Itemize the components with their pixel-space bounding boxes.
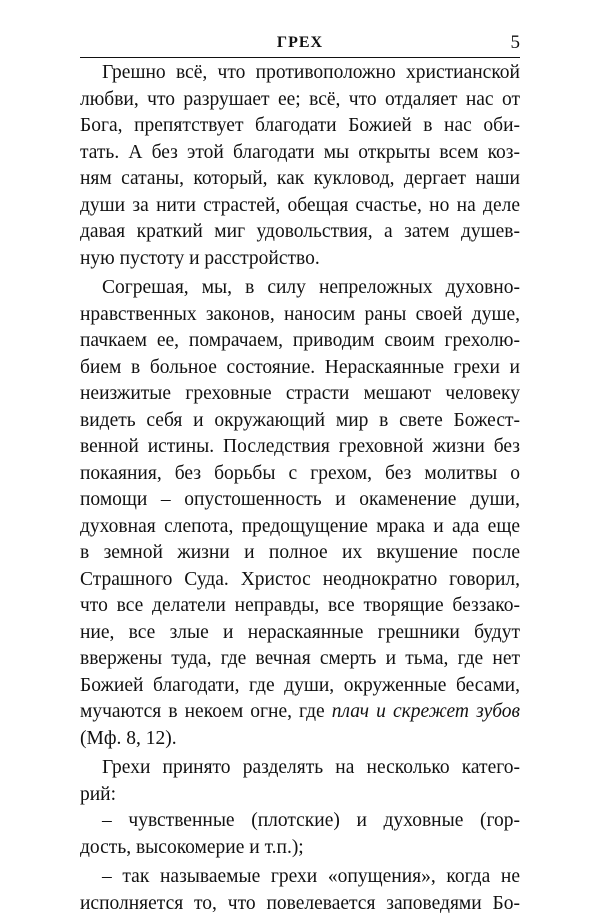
text-line: нравственных законов, наносим раны своей душе, — [80, 302, 520, 329]
text-line: Грешно всё, что противоположно христианской — [80, 60, 520, 87]
text-line: ням сатаны, который, как кукловод, дергает наши — [80, 166, 520, 193]
text-line: рий: — [80, 782, 520, 809]
text-line: (Мф. 8, 12). — [80, 726, 520, 753]
page-header — [80, 32, 520, 62]
text-line: – чувственные (плотские) и духовные (гор- — [80, 808, 520, 835]
paragraph-1 — [80, 60, 520, 272]
paragraph-3 — [80, 755, 520, 808]
text-line: пачкаем ее, помрачаем, приводим своим грехолю- — [80, 328, 520, 355]
text-line: – так называемые грехи «опущения», когда не — [80, 864, 520, 891]
text-line: покаяния, без борьбы с грехом, без молитвы о — [80, 461, 520, 488]
text-line — [80, 699, 520, 726]
text-line: Страшного Суда. Христос неоднократно говорил, — [80, 567, 520, 594]
text-line: любви, что разрушает ее; всё, что отдаляет нас от — [80, 87, 520, 114]
page-number: 5 — [511, 32, 521, 54]
paragraph-2 — [80, 275, 520, 752]
text-span: мучаются в некоем огне, где — [80, 701, 332, 722]
text-line: Бога, препятствует благодати Божией в нас оби- — [80, 113, 520, 140]
text-line: ввержены туда, где вечная смерть и тьма, где нет — [80, 646, 520, 673]
list-item-1 — [80, 808, 520, 861]
text-line: в земной жизни и полное их вкушение после — [80, 540, 520, 567]
text-line: ние, все злые и нераскаянные грешники будут — [80, 620, 520, 647]
text-line: ную пустоту и расстройство. — [80, 246, 520, 273]
text-line: неизжитые греховные страсти мешают человеку — [80, 381, 520, 408]
text-line: помощи – опустошенность и окаменение души, — [80, 487, 520, 514]
list-item-2 — [80, 864, 520, 917]
text-line: души за нити страстей, обещая счастье, но на деле — [80, 193, 520, 220]
text-line: венной истины. Последствия греховной жизни без — [80, 434, 520, 461]
text-line: Согрешая, мы, в силу непреложных духовно- — [80, 275, 520, 302]
text-line: давая краткий миг удовольствия, а затем душев- — [80, 219, 520, 246]
text-line: тать. А без этой благодати мы открыты всем коз- — [80, 140, 520, 167]
text-line: исполняется то, что повелевается заповедями Бо- — [80, 891, 520, 917]
text-line: что все делатели неправды, все творящие беззако- — [80, 593, 520, 620]
text-line: Грехи принято разделять на несколько катего- — [80, 755, 520, 782]
text-line: видеть себя и окружающий мир в свете Божест- — [80, 408, 520, 435]
text-line: духовная слепота, предощущение мрака и ада еще — [80, 514, 520, 541]
body-text — [80, 60, 520, 917]
text-line: дость, высокомерие и т.п.); — [80, 835, 520, 862]
running-title: ГРЕХ — [80, 34, 520, 52]
text-line: бием в больное состояние. Нераскаянные грехи и — [80, 355, 520, 382]
scripture-quote: плач и скрежет зубов — [332, 701, 520, 722]
text-line: Божией благодати, где души, окруженные бесами, — [80, 673, 520, 700]
header-rule — [80, 57, 520, 58]
